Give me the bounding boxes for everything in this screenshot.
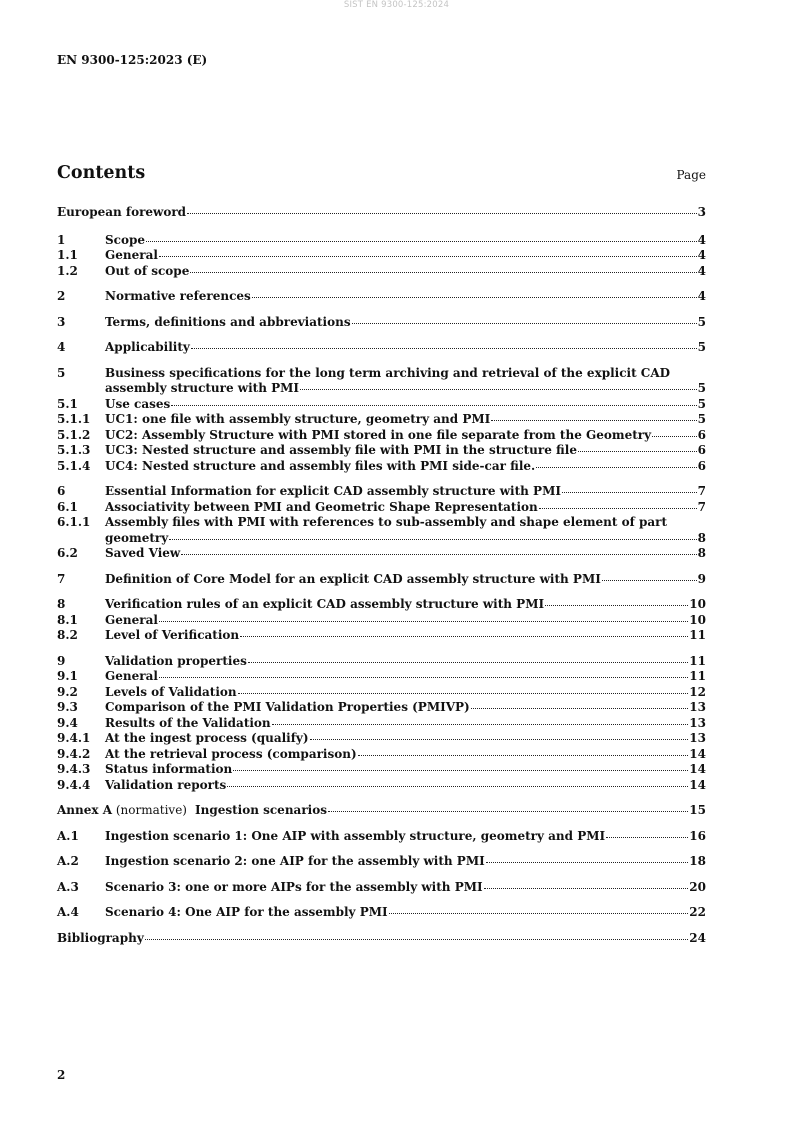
dot-leader xyxy=(252,296,697,298)
toc-entry-title: Ingestion scenario 1: One AIP with assembly structure, geometry and PMI xyxy=(105,828,606,843)
toc-entry-page: 4 xyxy=(697,248,706,262)
toc-entry-page: 8 xyxy=(697,546,706,560)
toc-entry[interactable] xyxy=(57,315,706,331)
toc-entry-title: Essential Information for explicit CAD assembly structure with PMI xyxy=(105,484,561,498)
dot-leader xyxy=(187,212,697,214)
dot-leader xyxy=(191,347,697,349)
toc-entry[interactable] xyxy=(57,366,706,397)
toc-entry-title: Associativity between PMI and Geometric Shape Representation xyxy=(105,499,538,514)
toc-entry-title: Status information xyxy=(105,762,233,776)
toc-entry-title: Terms, definitions and abbreviations xyxy=(105,314,351,329)
dot-leader xyxy=(358,754,689,756)
toc-entry[interactable] xyxy=(57,762,706,778)
toc-entry[interactable] xyxy=(57,233,706,249)
toc-entry-page: 5 xyxy=(697,412,706,426)
contents-heading: Contents xyxy=(57,163,146,183)
toc-entry-number: 6 xyxy=(57,484,66,498)
toc-entry[interactable] xyxy=(57,829,706,845)
toc-entry[interactable] xyxy=(57,572,706,588)
toc-entry-number: 5.1.3 xyxy=(57,443,91,457)
toc-entry-number: A.4 xyxy=(57,905,79,919)
toc-entry-number: 5.1 xyxy=(57,396,78,411)
toc-entry-page: 5 xyxy=(697,340,706,354)
toc-entry-title-line: Business specifications for the long term archiving and retrieval of the explicit CAD xyxy=(105,365,671,380)
dot-leader xyxy=(352,322,697,324)
toc-entry-title: European foreword xyxy=(57,205,187,219)
toc-entry-number: 8.1 xyxy=(57,612,78,627)
toc-entry-page: 8 xyxy=(697,530,706,545)
toc-entry-page: 11 xyxy=(689,669,706,683)
toc-entry-number: 9.2 xyxy=(57,684,78,699)
toc-entry-title: General xyxy=(105,669,158,683)
toc-entry-number: 9 xyxy=(57,653,66,668)
toc-entry-page: 10 xyxy=(689,612,706,627)
toc-entry-title: Scenario 4: One AIP for the assembly PMI xyxy=(105,905,388,919)
toc-entry-title: UC2: Assembly Structure with PMI stored in one file separate from the Geometry xyxy=(105,427,652,442)
toc-entry-number: 6.2 xyxy=(57,546,78,560)
toc-entry-number: 9.4.2 xyxy=(57,746,91,761)
page-column-label: Page xyxy=(676,168,706,182)
toc-entry[interactable] xyxy=(57,669,706,685)
toc-entry[interactable] xyxy=(57,340,706,356)
dot-leader xyxy=(190,271,696,273)
toc-entry[interactable] xyxy=(57,880,706,896)
toc-entry-number: 4 xyxy=(57,340,66,354)
toc-entry-page: 14 xyxy=(689,762,706,776)
dot-leader xyxy=(159,255,697,257)
toc-entry-title: General xyxy=(105,248,158,262)
toc-entry-page: 18 xyxy=(689,854,706,868)
toc-entry-number: 2 xyxy=(57,289,66,303)
dot-leader xyxy=(328,810,688,812)
toc-entry-title: Verification rules of an explicit CAD assembly structure with PMI xyxy=(105,597,545,611)
toc-entry-title: Validation reports xyxy=(105,777,227,792)
watermark: SIST EN 9300-125:2024 xyxy=(343,0,450,10)
toc-entry-number: 5.1.1 xyxy=(57,412,91,426)
dot-leader xyxy=(484,887,689,889)
toc-entry[interactable] xyxy=(57,484,706,500)
toc-entry-title-line: Assembly files with PMI with references to sub-assembly and shape element of part xyxy=(105,515,667,529)
toc-entry[interactable] xyxy=(57,500,706,516)
dot-leader xyxy=(310,738,689,740)
toc-entry-page: 13 xyxy=(689,700,706,714)
dot-leader xyxy=(181,553,696,555)
dot-leader xyxy=(562,491,697,493)
toc-entry-number: 9.1 xyxy=(57,669,78,683)
toc-entry[interactable] xyxy=(57,412,706,428)
toc-entry[interactable] xyxy=(57,515,706,546)
dot-leader xyxy=(248,661,688,663)
toc-entry[interactable] xyxy=(57,248,706,264)
toc-entry-title: UC3: Nested structure and assembly file with PMI in the structure file xyxy=(105,443,577,457)
toc-entry-number: 8.2 xyxy=(57,628,78,642)
dot-leader xyxy=(471,707,689,709)
dot-leader xyxy=(227,785,688,787)
toc-entry[interactable] xyxy=(57,205,706,221)
dot-leader xyxy=(539,507,697,509)
toc-entry-title: Scope xyxy=(105,232,146,247)
toc-entry-title: UC4: Nested structure and assembly files with PMI side-car file. xyxy=(105,458,536,473)
toc-entry-number: 9.4 xyxy=(57,715,78,730)
toc-entry-title: Level of Verification xyxy=(105,628,240,642)
toc-entry[interactable] xyxy=(57,716,706,732)
dot-leader xyxy=(146,240,697,242)
toc-entry[interactable] xyxy=(57,397,706,413)
toc-entry-page: 4 xyxy=(697,289,706,303)
toc-entry-number: 6.1.1 xyxy=(57,515,91,529)
toc-entry[interactable] xyxy=(57,778,706,794)
toc-entry-page: 15 xyxy=(689,803,706,817)
toc-entry-page: 6 xyxy=(697,443,706,457)
dot-leader xyxy=(536,466,696,468)
toc-entry-page: 4 xyxy=(697,263,706,278)
toc-entry-title: At the ingest process (qualify) xyxy=(105,731,309,745)
toc-entry-page: 11 xyxy=(689,628,706,642)
toc-entry-title: Scenario 3: one or more AIPs for the assembly with PMI xyxy=(105,879,483,894)
toc-entry[interactable] xyxy=(57,905,706,921)
toc-entry-page: 7 xyxy=(697,484,706,498)
dot-leader xyxy=(145,938,689,940)
dot-leader xyxy=(491,419,696,421)
toc-entry-title: Bibliography xyxy=(57,930,144,945)
toc-entry-number: 9.4.1 xyxy=(57,731,91,745)
dot-leader xyxy=(272,723,689,725)
toc-entry[interactable] xyxy=(57,654,706,670)
toc-entry-title: Applicability xyxy=(105,340,190,354)
toc-entry-page: 5 xyxy=(697,314,706,329)
dot-leader xyxy=(240,635,688,637)
toc-entry-page: 6 xyxy=(697,458,706,473)
toc-entry[interactable] xyxy=(57,546,706,562)
toc-entry-page: 10 xyxy=(689,597,706,611)
toc-entry-title: UC1: one file with assembly structure, geometry and PMI xyxy=(105,412,491,426)
toc-entry-number: 9.3 xyxy=(57,700,78,714)
toc-entry-title: geometry xyxy=(105,530,169,545)
toc-entry-page: 3 xyxy=(697,205,706,219)
dot-leader xyxy=(238,692,689,694)
toc-entry[interactable] xyxy=(57,628,706,644)
toc-entry-page: 14 xyxy=(689,746,706,761)
toc-entry-title: Definition of Core Model for an explicit CAD assembly structure with PMI xyxy=(105,571,601,586)
toc-entry-title: Comparison of the PMI Validation Properties (PMIVP) xyxy=(105,700,470,714)
toc-entry-title: Validation properties xyxy=(105,653,247,668)
toc-entry-number: 5.1.2 xyxy=(57,427,91,442)
toc-entry[interactable] xyxy=(57,700,706,716)
annex-label: Annex A xyxy=(57,803,113,817)
toc-entry-title: assembly structure with PMI xyxy=(105,381,300,395)
toc-entry-title: General xyxy=(105,612,158,627)
toc-entry-title: At the retrieval process (comparison) xyxy=(105,746,357,761)
dot-leader xyxy=(652,435,697,437)
toc-entry-title: Normative references xyxy=(105,289,251,303)
toc-entry-page: 7 xyxy=(697,499,706,514)
toc-entry-page: 13 xyxy=(689,731,706,745)
toc-entry-number: 1.2 xyxy=(57,263,78,278)
toc-entry[interactable] xyxy=(57,289,706,305)
dot-leader xyxy=(545,604,688,606)
toc-entry-number: A.3 xyxy=(57,879,79,894)
toc-entry-title: Results of the Validation xyxy=(105,715,271,730)
toc-entry[interactable] xyxy=(57,747,706,763)
toc-entry-number: 7 xyxy=(57,571,66,586)
toc-entry[interactable] xyxy=(57,597,706,613)
toc-entry-number: A.2 xyxy=(57,854,79,868)
dot-leader xyxy=(169,538,696,540)
toc-entry-page: 5 xyxy=(697,396,706,411)
toc-entry-page: 6 xyxy=(697,427,706,442)
toc-entry-number: 8 xyxy=(57,597,66,611)
toc-entry-number: 9.4.3 xyxy=(57,762,91,776)
toc-entry-number: 1 xyxy=(57,232,66,247)
toc-entry[interactable] xyxy=(57,428,706,444)
page-number: 2 xyxy=(57,1068,66,1082)
toc-entry-title: Out of scope xyxy=(105,263,190,278)
toc-entry-number: 6.1 xyxy=(57,499,78,514)
toc-entry-page: 4 xyxy=(697,232,706,247)
toc-entry-title: Ingestion scenarios xyxy=(190,803,327,817)
dot-leader xyxy=(300,388,697,390)
toc-entry-number: 1.1 xyxy=(57,248,78,262)
dot-leader xyxy=(578,450,697,452)
toc-entry-title: Saved View xyxy=(105,546,181,560)
toc-entry-page: 20 xyxy=(689,879,706,894)
dot-leader xyxy=(602,579,697,581)
toc-entry-page: 11 xyxy=(689,653,706,668)
toc-entry-title: Ingestion scenario 2: one AIP for the assembly with PMI xyxy=(105,854,485,868)
table-of-contents xyxy=(57,205,706,946)
toc-entry-page: 24 xyxy=(689,930,706,945)
toc-entry[interactable] xyxy=(57,443,706,459)
dot-leader xyxy=(159,676,688,678)
toc-entry-page: 14 xyxy=(689,777,706,792)
toc-entry[interactable] xyxy=(57,854,706,870)
toc-entry[interactable] xyxy=(57,459,706,475)
toc-entry[interactable] xyxy=(57,803,706,819)
toc-entry-page: 22 xyxy=(689,905,706,919)
toc-entry-number: 5.1.4 xyxy=(57,458,91,473)
dot-leader xyxy=(159,620,688,622)
toc-entry-title: Levels of Validation xyxy=(105,684,237,699)
dot-leader xyxy=(389,912,689,914)
toc-entry-page: 5 xyxy=(697,381,706,395)
toc-entry-number: 5 xyxy=(57,365,66,380)
toc-entry-number: A.1 xyxy=(57,828,79,843)
toc-entry-number: 3 xyxy=(57,314,66,329)
document-id: EN 9300-125:2023 (E) xyxy=(57,53,208,67)
dot-leader xyxy=(171,404,696,406)
toc-entry-title: Use cases xyxy=(105,396,171,411)
dot-leader xyxy=(606,836,688,838)
toc-entry-page: 16 xyxy=(689,828,706,843)
toc-entry[interactable] xyxy=(57,264,706,280)
toc-entry-page: 9 xyxy=(697,571,706,586)
toc-entry[interactable] xyxy=(57,931,706,947)
dot-leader xyxy=(486,861,689,863)
toc-entry-number: 9.4.4 xyxy=(57,777,91,792)
toc-entry[interactable] xyxy=(57,685,706,701)
toc-entry-page: 13 xyxy=(689,715,706,730)
toc-entry[interactable] xyxy=(57,731,706,747)
annex-normative-label: (normative) xyxy=(112,803,191,817)
toc-entry[interactable] xyxy=(57,613,706,629)
dot-leader xyxy=(233,769,688,771)
toc-entry-page: 12 xyxy=(689,684,706,699)
